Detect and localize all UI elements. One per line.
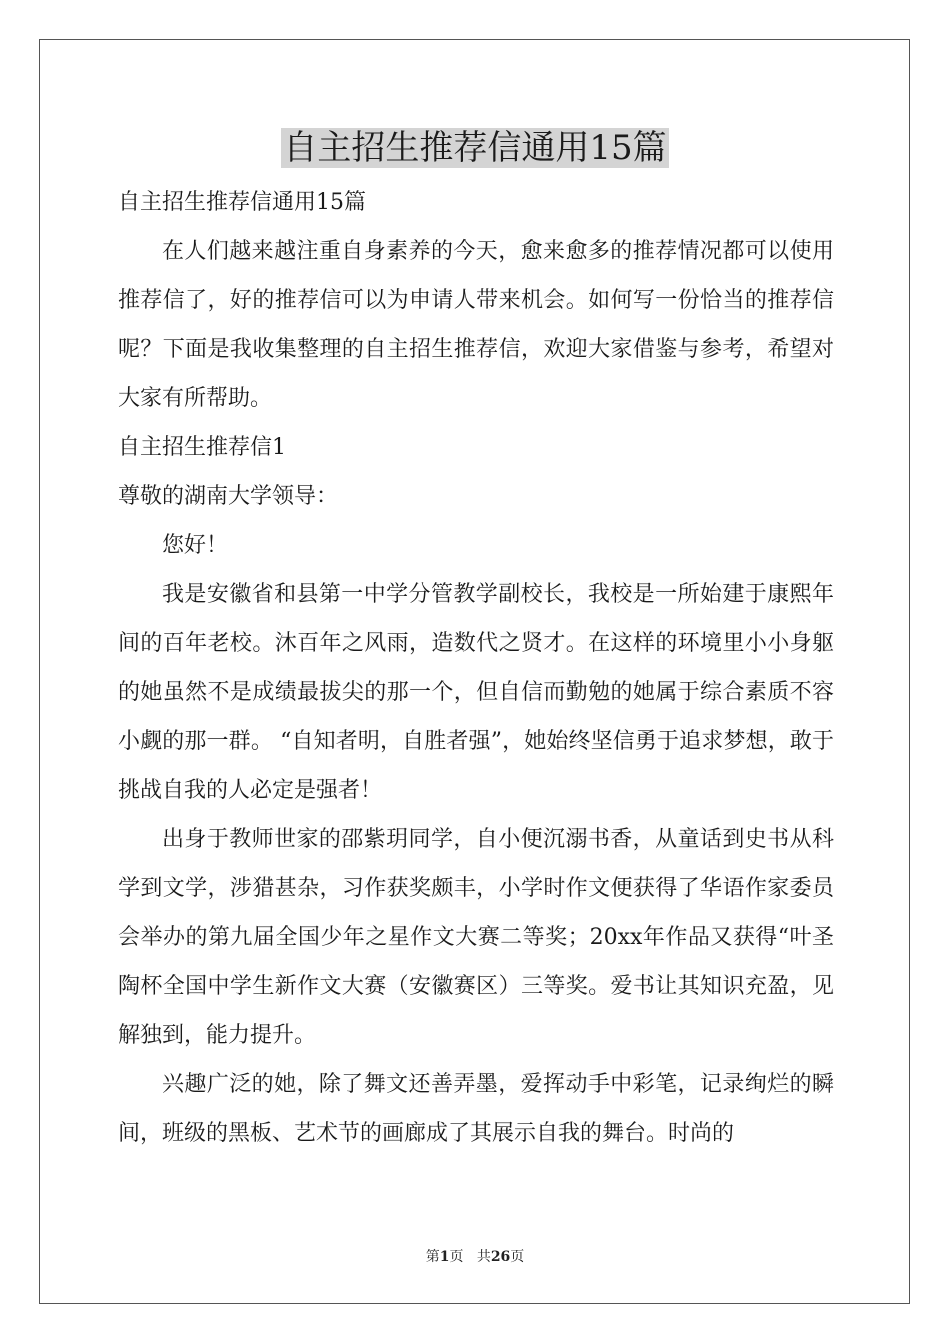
footer-page-suffix: 页 <box>449 1249 464 1265</box>
footer-total-prefix: 共 <box>476 1249 491 1265</box>
body-paragraph: 兴趣广泛的她，除了舞文还善弄墨，爱挥动手中彩笔，记录绚烂的瞬间，班级的黑板、艺术节的画廊成了其展示自我的舞台。时尚的 <box>118 1072 834 1146</box>
greeting: 您好！ <box>162 533 229 558</box>
footer-total-suffix: 页 <box>510 1249 525 1265</box>
body-paragraph: 出身于教师世家的邵紫玥同学，自小便沉溺书香，从童话到史书从科学到文学，涉猎甚杂，习作获奖颇丰，小学时作文便获得了华语作家委员会举办的第九届全国少年之星作文大赛二等奖；20xx年作品又获得“叶圣陶杯全国中学生新作文大赛（安徽赛区）三等奖。爱书让其知识充盈，见解独到，能力提升。 <box>118 827 834 1048</box>
document-title-text: 自主招生推荐信通用15篇 <box>283 128 667 168</box>
page-footer <box>0 1247 950 1267</box>
salutation: 尊敬的湖南大学领导： <box>118 484 339 509</box>
document-subtitle: 自主招生推荐信通用15篇 <box>118 190 366 215</box>
document-body <box>118 178 834 1158</box>
footer-prefix: 第 <box>425 1249 440 1265</box>
body-paragraph: 我是安徽省和县第一中学分管教学副校长，我校是一所始建于康熙年间的百年老校。沐百年之风雨，造数代之贤才。在这样的环境里小小身躯的她虽然不是成绩最拔尖的那一个，但自信而勤勉的她属于综合素质不容小觑的那一群。 “自知者明，自胜者强”，她始终坚信勇于追求梦想，敢于挑战自我的人必定是强者！ <box>118 582 834 803</box>
footer-total-pages: 26 <box>490 1249 511 1265</box>
intro-paragraph: 在人们越来越注重自身素养的今天，愈来愈多的推荐情况都可以使用推荐信了，好的推荐信可以为申请人带来机会。如何写一份恰当的推荐信呢？下面是我收集整理的自主招生推荐信，欢迎大家借鉴与参考，希望对大家有所帮助。 <box>118 239 834 411</box>
footer-page-number: 1 <box>439 1249 450 1265</box>
section-heading: 自主招生推荐信1 <box>118 435 286 460</box>
document-title <box>0 126 950 170</box>
